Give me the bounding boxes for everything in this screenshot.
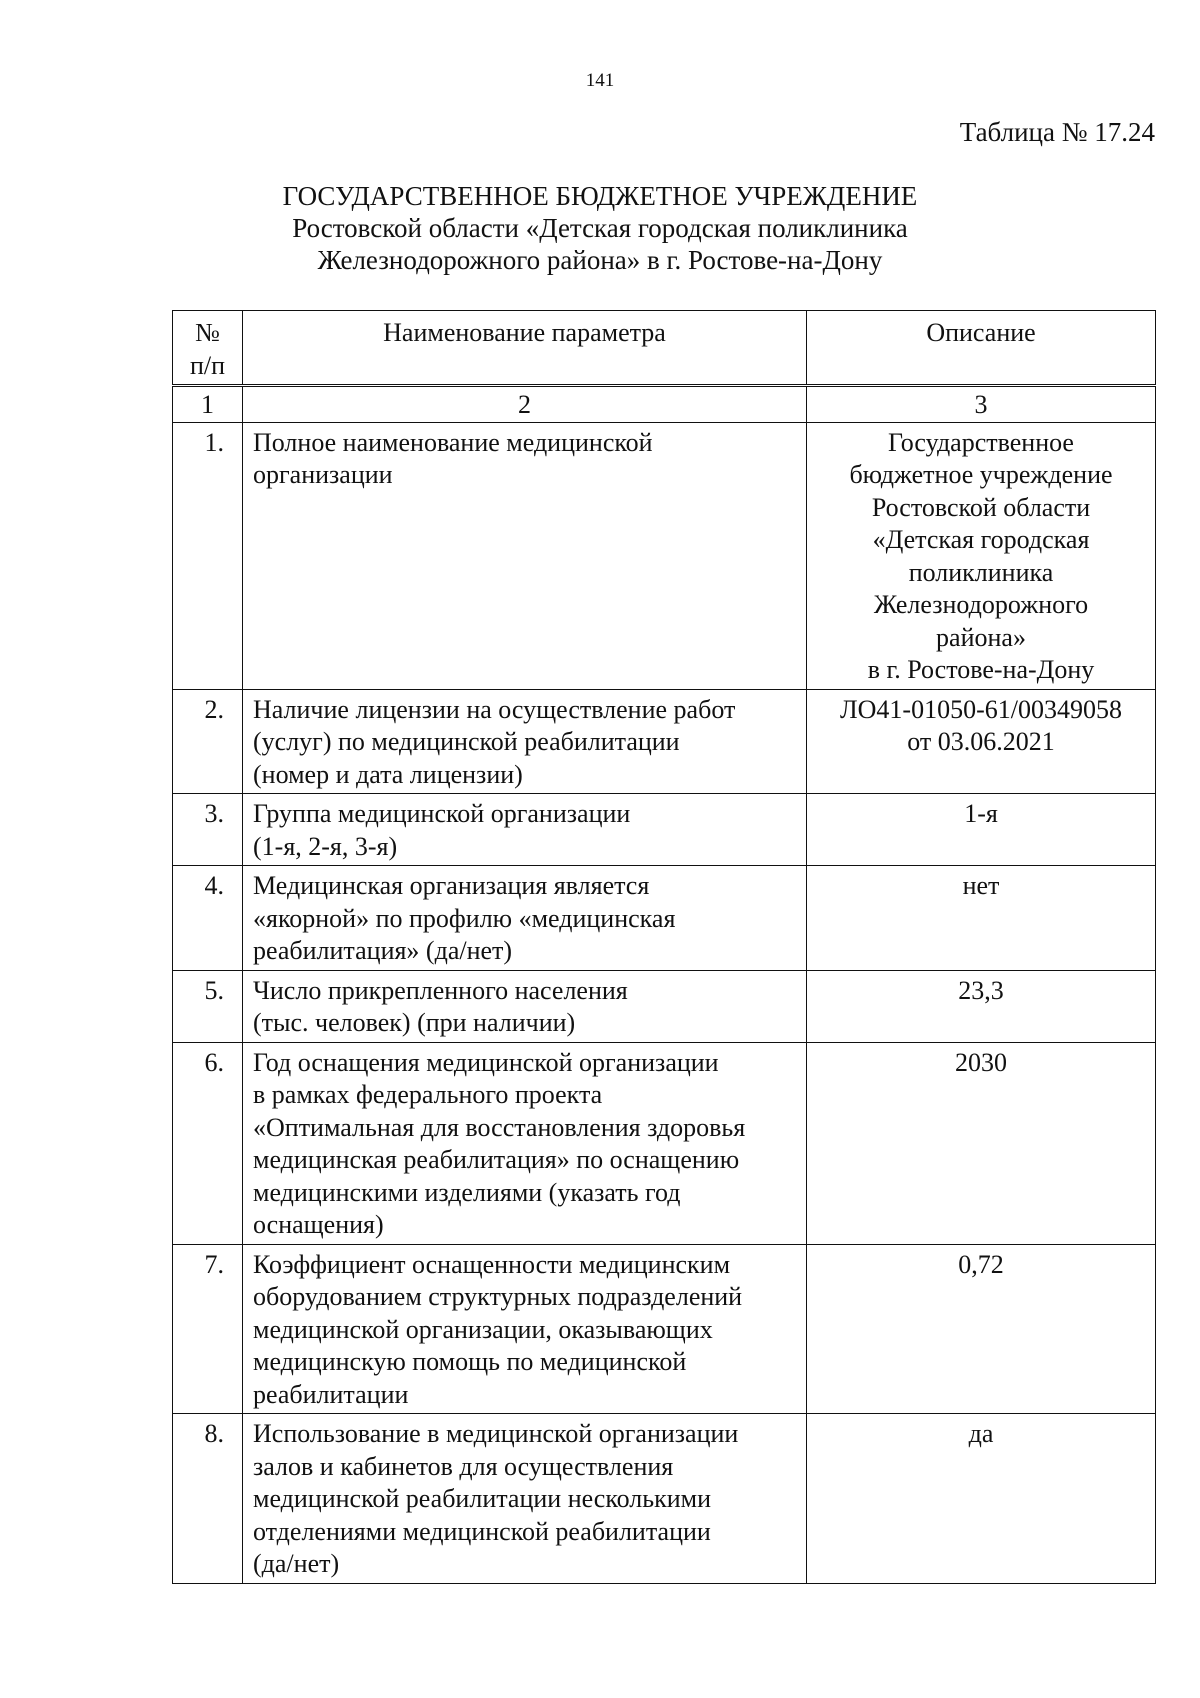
column-index-3: 3 xyxy=(807,386,1156,423)
parameter-name xyxy=(243,970,807,1042)
table-row xyxy=(173,794,1156,866)
parameter-name-line: оснащения) xyxy=(253,1210,384,1239)
parameter-description-line: Ростовской области xyxy=(871,492,1091,522)
parameter-description xyxy=(807,1042,1156,1244)
parameter-name-line: медицинской организации, оказывающих xyxy=(253,1314,713,1344)
row-number: 2. xyxy=(173,689,243,794)
parameters-table xyxy=(172,310,1156,1584)
parameter-name-line: (1-я, 2-я, 3-я) xyxy=(253,831,398,861)
title-line-3: Железнодорожного района» в г. Ростове-на-Дону xyxy=(317,245,883,275)
parameter-name xyxy=(243,1414,807,1584)
parameter-name-line: медицинскую помощь по медицинской xyxy=(253,1347,687,1376)
parameter-name-line: оборудованием структурных подразделений xyxy=(253,1282,743,1311)
page-number: 141 xyxy=(585,70,615,91)
title-line-1: ГОСУДАРСТВЕННОЕ БЮДЖЕТНОЕ УЧРЕЖДЕНИЕ xyxy=(282,181,918,211)
parameter-name-line: Число прикрепленного населения xyxy=(253,975,628,1005)
parameter-name-line: реабилитация» (да/нет) xyxy=(253,936,513,965)
document-title xyxy=(0,180,1200,276)
parameter-name xyxy=(243,1042,807,1244)
column-index-row xyxy=(173,386,1156,423)
table-row xyxy=(173,1414,1156,1584)
table-row xyxy=(173,866,1156,971)
parameter-name xyxy=(243,689,807,794)
parameter-description-line: 0,72 xyxy=(958,1249,1004,1279)
header-name: Наименование параметра xyxy=(243,311,807,386)
parameter-description-line: поликлиника xyxy=(908,557,1054,587)
table-row xyxy=(173,1042,1156,1244)
row-number: 5. xyxy=(173,970,243,1042)
parameter-description-line: в г. Ростове-на-Дону xyxy=(867,655,1095,684)
parameter-name-line: «якорной» по профилю «медицинская xyxy=(253,903,676,933)
row-number: 6. xyxy=(173,1042,243,1244)
parameter-description-line: 1-я xyxy=(964,799,998,828)
parameter-description xyxy=(807,1414,1156,1584)
row-number: 4. xyxy=(173,866,243,971)
header-desc: Описание xyxy=(807,311,1156,386)
parameter-description xyxy=(807,866,1156,971)
parameter-description-line: 23,3 xyxy=(958,975,1004,1005)
parameter-name xyxy=(243,1244,807,1414)
table-row xyxy=(173,422,1156,689)
parameter-description xyxy=(807,794,1156,866)
table-row xyxy=(173,1244,1156,1414)
column-index-2: 2 xyxy=(243,386,807,423)
parameter-name-line: Использование в медицинской организации xyxy=(253,1419,739,1448)
parameter-description-line: Государственное xyxy=(888,427,1074,457)
parameter-description-line: бюджетное учреждение xyxy=(849,460,1113,489)
parameter-name-line: Группа медицинской организации xyxy=(253,799,631,828)
parameter-name-line: Год оснащения медицинской организации xyxy=(253,1047,719,1077)
row-number: 8. xyxy=(173,1414,243,1584)
parameter-name-line: Наличие лицензии на осуществление работ xyxy=(253,694,736,724)
parameter-name-line: залов и кабинетов для осуществления xyxy=(253,1451,674,1481)
parameter-description-line: от 03.06.2021 xyxy=(907,727,1055,756)
parameter-name-line: реабилитации xyxy=(253,1379,409,1409)
parameter-description xyxy=(807,970,1156,1042)
parameter-name-line: медицинской реабилитации несколькими xyxy=(253,1484,712,1513)
header-row xyxy=(173,311,1156,386)
parameter-name-line: организации xyxy=(253,460,393,489)
parameter-description-line: да xyxy=(968,1419,994,1448)
parameter-name-line: медицинскими изделиями (указать год xyxy=(253,1177,681,1207)
parameter-name-line: (номер и дата лицензии) xyxy=(253,759,523,789)
table-label: Таблица № 17.24 xyxy=(959,117,1155,147)
parameter-name-line: (услуг) по медицинской реабилитации xyxy=(253,727,680,756)
header-num-line-2: п/п xyxy=(189,350,226,380)
parameter-description-line: «Детская городская xyxy=(872,525,1090,554)
parameter-description xyxy=(807,422,1156,689)
parameter-description-line: района» xyxy=(936,622,1026,652)
table-body xyxy=(173,422,1156,1583)
parameter-name-line: медицинская реабилитация» по оснащению xyxy=(253,1145,740,1174)
parameter-description-line: нет xyxy=(962,871,1000,900)
parameter-description xyxy=(807,689,1156,794)
parameter-name-line: в рамках федерального проекта xyxy=(253,1080,603,1109)
parameter-name-line: Коэффициент оснащенности медицинским xyxy=(253,1249,731,1279)
parameter-name xyxy=(243,794,807,866)
parameter-name xyxy=(243,422,807,689)
table-row xyxy=(173,689,1156,794)
parameter-name-line: (да/нет) xyxy=(253,1549,340,1578)
parameter-description-line: 2030 xyxy=(955,1047,1007,1077)
column-index-1: 1 xyxy=(173,386,243,423)
header-num-line-1: № xyxy=(195,318,220,347)
parameter-description-line: ЛО41-01050-61/00349058 xyxy=(840,694,1122,724)
row-number: 7. xyxy=(173,1244,243,1414)
table-row xyxy=(173,970,1156,1042)
row-number: 3. xyxy=(173,794,243,866)
parameter-name-line: Медицинская организация является xyxy=(253,871,650,900)
header-num xyxy=(173,311,243,386)
parameter-description xyxy=(807,1244,1156,1414)
parameter-name-line: (тыс. человек) (при наличии) xyxy=(253,1008,576,1037)
title-line-2: Ростовской области «Детская городская поликлиника xyxy=(292,213,908,243)
row-number: 1. xyxy=(173,422,243,689)
parameter-description-line: Железнодорожного xyxy=(873,590,1089,619)
parameter-name-line: «Оптимальная для восстановления здоровья xyxy=(253,1112,746,1142)
parameter-name-line: Полное наименование медицинской xyxy=(253,427,653,457)
parameter-name-line: отделениями медицинской реабилитации xyxy=(253,1516,711,1546)
parameter-name xyxy=(243,866,807,971)
